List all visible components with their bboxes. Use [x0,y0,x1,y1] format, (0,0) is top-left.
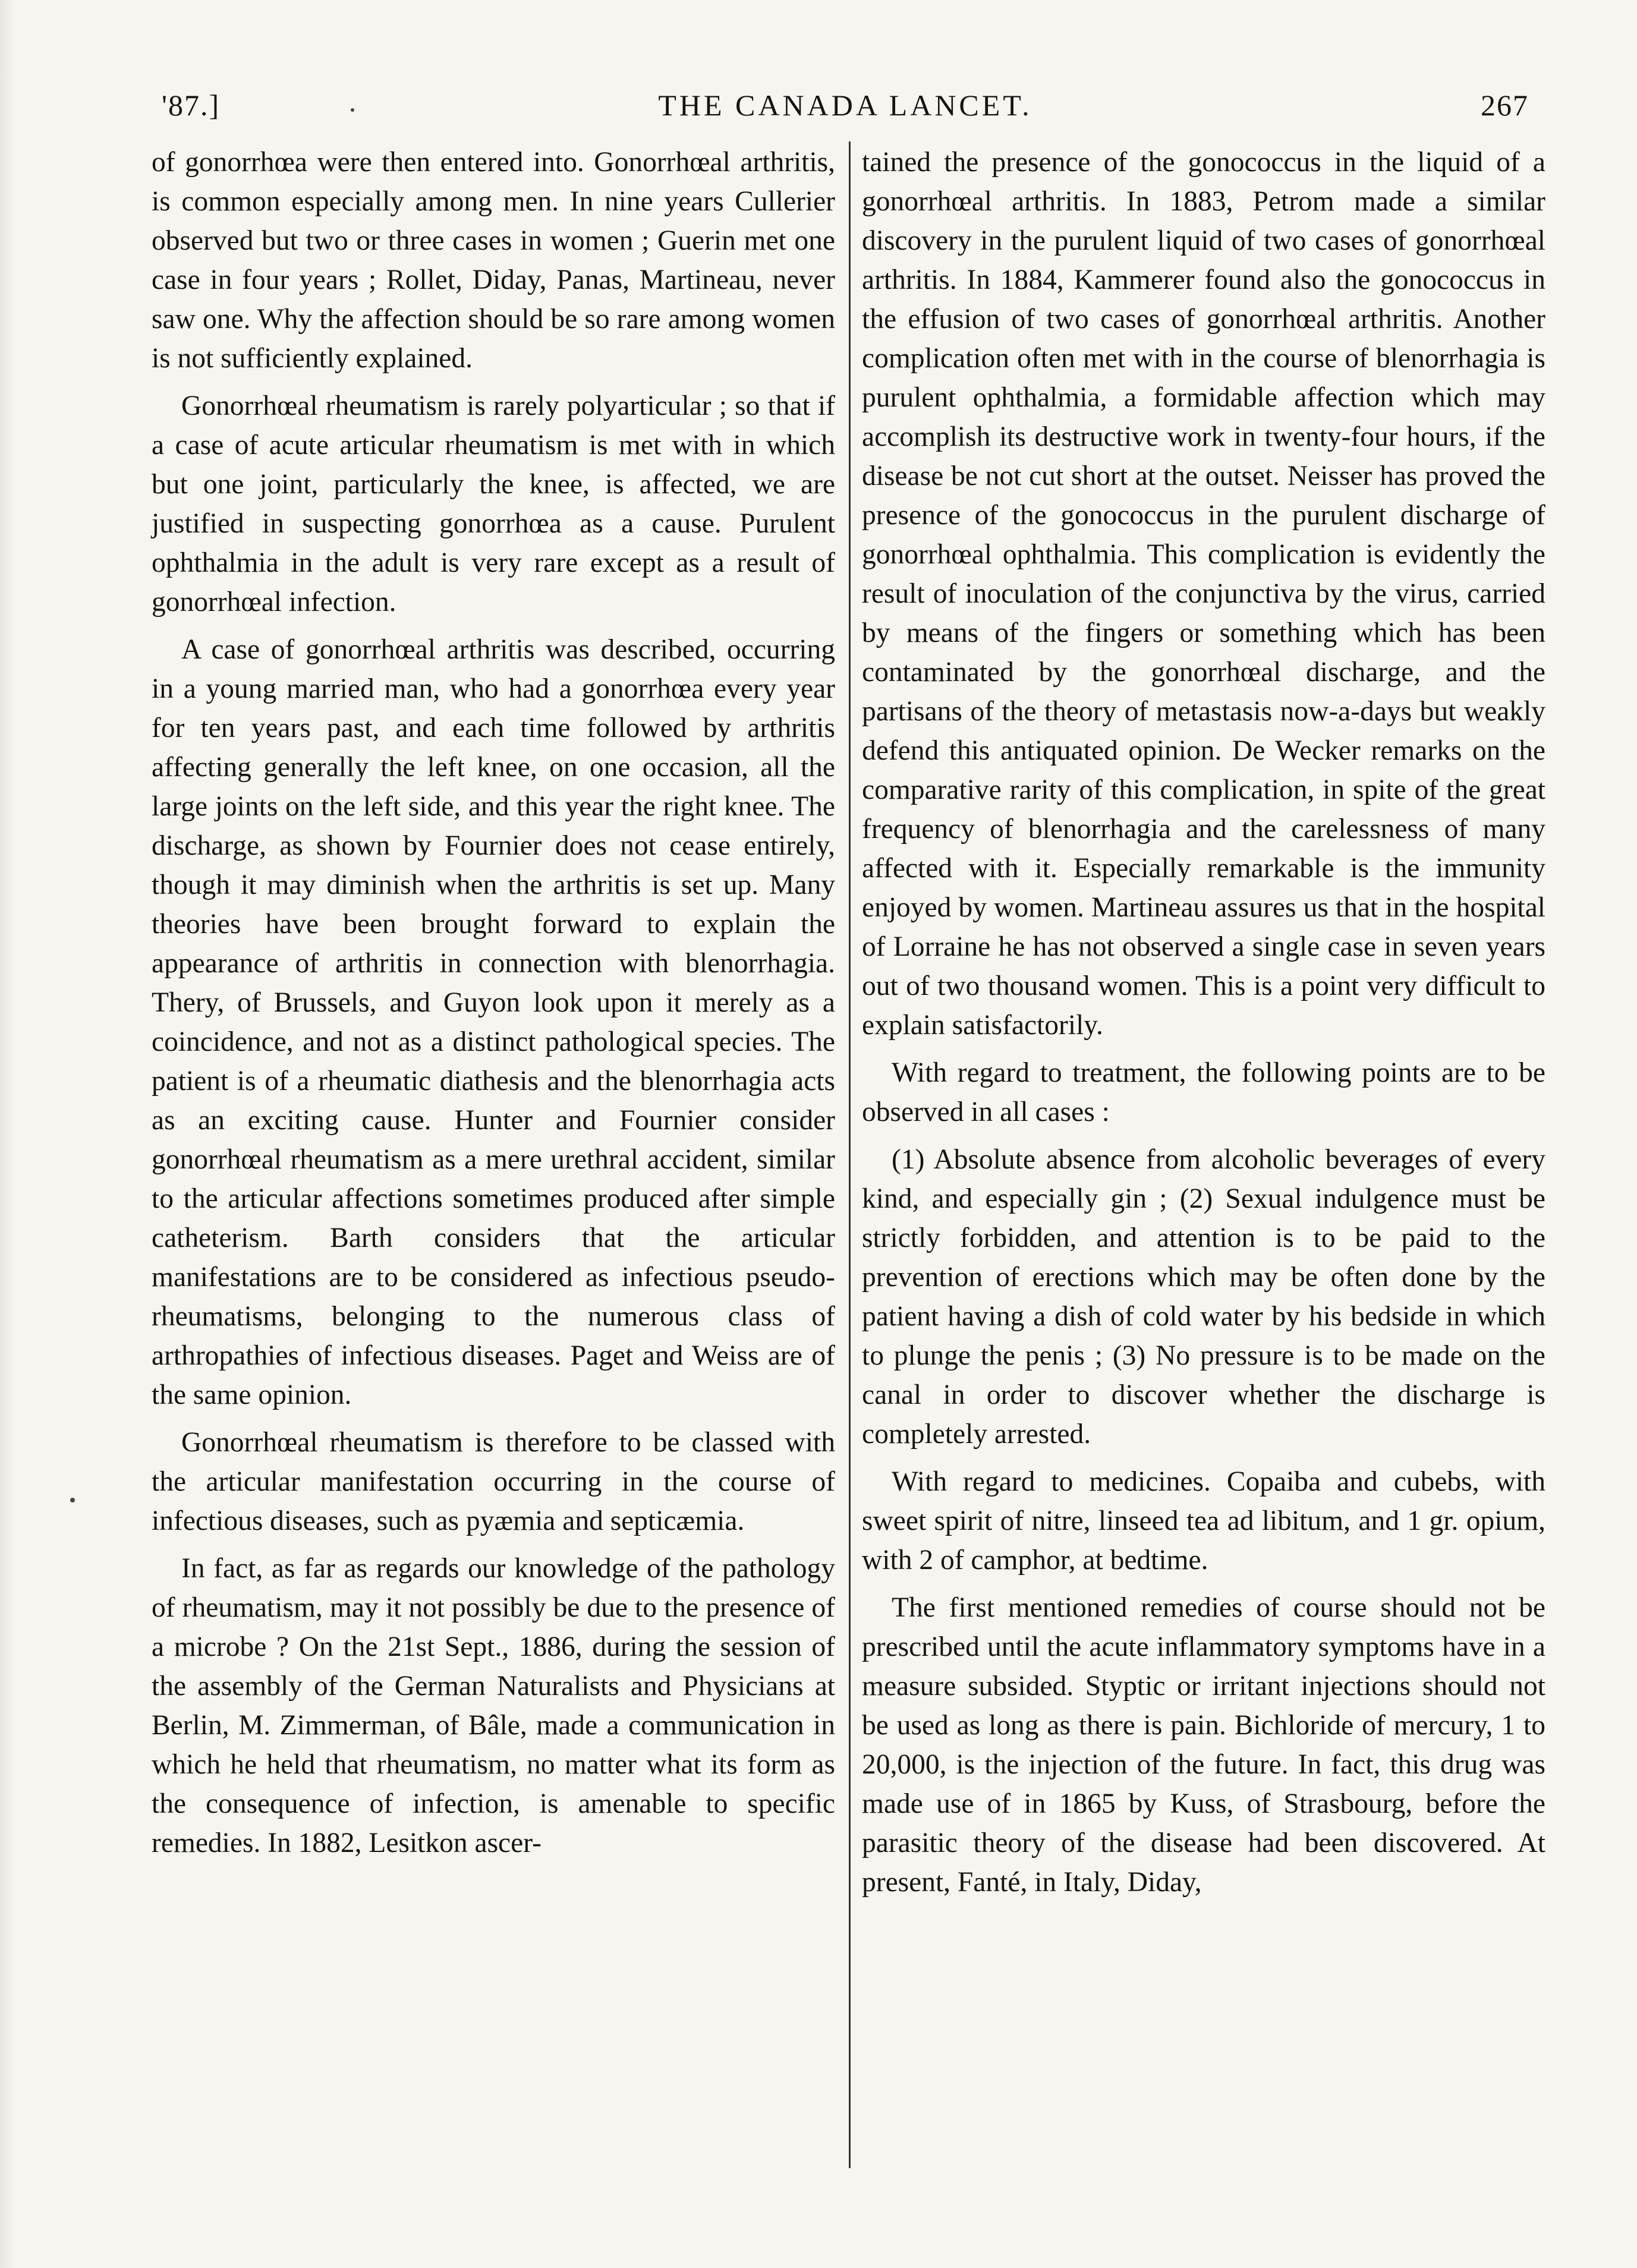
ink-speck [351,108,354,112]
paragraph: Gonorrhœal rheumatism is therefore to be classed with the articular manifestation occurring in the course of infectious diseases, such as pyæmia and septicæmia. [152,1427,835,1536]
paragraph: of gonorrhœa were then entered into. Gonorrhœal arthritis, is common especially among men. In nine years Cullerier observed but two or three cases in women ; Guerin met one case in four years ; Rollet, Diday, Panas, Martineau, never saw one. Why the affection should be so rare among women is not sufficiently explained. [152,147,835,374]
left-column [152,143,835,1871]
paragraph: In fact, as far as regards our knowledge of the pathology of rheumatism, may it not possibly be due to the presence of a microbe ? On the 21st Sept., 1886, during the session of the assembly of the German Naturalists and Physicians at Berlin, M. Zimmerman, of Bâle, made a communication in which he held that rheumatism, no matter what its form as the consequence of infection, is amenable to specific remedies. In 1882, Lesitkon ascer- [152,1553,835,1858]
header-journal-title: THE CANADA LANCET. [658,89,1032,122]
paragraph: tained the presence of the gonococcus in the liquid of a gonorrhœal arthritis. In 1883, Petrom made a similar discovery in the purulent liquid of two cases of gonorrhœal arthritis. In 1884, Kammerer found also the gonococcus in the effusion of two cases of gonorrhœal arthritis. Another complication often met with in the course of blenorrhagia is purulent ophthalmia, a formidable affection which may accomplish its destructive work in twenty-four hours, if the disease be not cut short at the outset. Neisser has proved the presence of the gonococcus in the purulent discharge of gonorrhœal ophthalmia. This complication is evidently the result of inoculation of the conjunctiva by the virus, carried by means of the fingers or something which has been contaminated by the gonorrhœal discharge, and the partisans of the theory of metastasis now-a-days but weakly defend this antiquated opinion. De Wecker remarks on the comparative rarity of this complication, in spite of the great frequency of blenorrhagia and the carelessness of many affected with it. Especially remarkable is the immunity enjoyed by women. Martineau assures us that in the hospital of Lorraine he has not observed a single case in seven years out of two thousand women. This is a point very difficult to explain satisfactorily. [862,147,1545,1041]
paragraph: With regard to treatment, the following points are to be observed in all cases : [862,1057,1545,1127]
paragraph: With regard to medicines. Copaiba and cubebs, with sweet spirit of nitre, linseed tea ad libitum, and 1 gr. opium, with 2 of camphor, at bedtime. [862,1466,1545,1576]
paragraph: A case of gonorrhœal arthritis was described, occurring in a young married man, who had a gonorrhœa every year for ten years past, and each time followed by arthritis affecting generally the left knee, on one occasion, all the large joints on the left side, and this year the right knee. The discharge, as shown by Fournier does not cease entirely, though it may diminish when the arthritis is set up. Many theories have been brought forward to explain the appearance of arthritis in connection with blenorrhagia. Thery, of Brussels, and Guyon look upon it merely as a coincidence, and not as a distinct pathological species. The patient is of a rheumatic diathesis and the blenorrhagia acts as an exciting cause. Hunter and Fournier consider gonorrhœal rheumatism as a mere urethral accident, similar to the articular affections sometimes produced after simple catheterism. Barth considers that the articular manifestations are to be considered as infectious pseudo-rheumatisms, belonging to the numerous class of arthropathies of infectious diseases. Paget and Weiss are of the same opinion. [152,634,835,1410]
paragraph: (1) Absolute absence from alcoholic beverages of every kind, and especially gin ; (2) Sexual indulgence must be strictly forbidden, and attention is to be paid to the prevention of erections which may be often done by the patient having a dish of cold water by his bedside in which to plunge the penis ; (3) No pressure is to be made on the canal in order to discover whether the discharge is completely arrested. [862,1144,1545,1450]
column-divider [849,141,851,2168]
ink-speck [70,1498,75,1502]
right-column [862,143,1545,1910]
header-page-number: 267 [1481,89,1529,122]
header-volume-year: '87.] [162,89,221,122]
running-header [162,88,1529,130]
scan-edge-shadow [0,0,15,2268]
paragraph: The first mentioned remedies of course should not be prescribed until the acute inflammatory symptoms have in a measure subsided. Styptic or irritant injections should not be used as long as there is pain. Bichloride of mercury, 1 to 20,000, is the injection of the future. In fact, this drug was made use of in 1865 by Kuss, of Strasbourg, before the parasitic theory of the disease had been discovered. At present, Fanté, in Italy, Diday, [862,1592,1545,1898]
paragraph: Gonorrhœal rheumatism is rarely polyarticular ; so that if a case of acute articular rheumatism is met with in which but one joint, particularly the knee, is affected, we are justified in suspecting gonorrhœa as a cause. Purulent ophthalmia in the adult is very rare except as a result of gonorrhœal infection. [152,390,835,618]
